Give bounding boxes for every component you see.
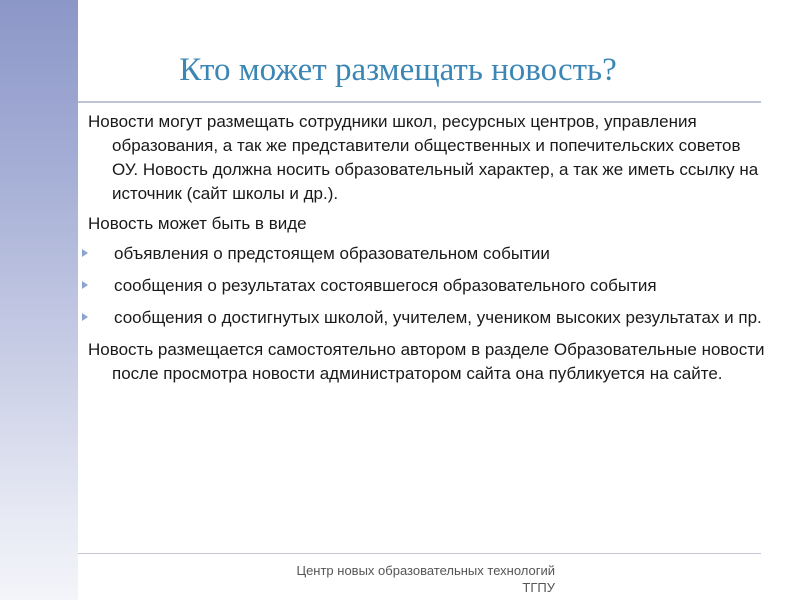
triangle-bullet-icon [82, 281, 88, 289]
footer-divider [78, 553, 761, 554]
slide-title: Кто может размещать новость? [179, 52, 617, 88]
list-item-text: сообщения о достигнутых школой, учителем, учеником высоких результатах и пр. [114, 308, 762, 327]
title-divider [78, 101, 761, 103]
left-gradient-band [0, 0, 78, 600]
triangle-bullet-icon [82, 313, 88, 321]
list-item-text: объявления о предстоящем образовательном событии [114, 244, 550, 263]
paragraph-news-forms: Новость может быть в виде [88, 214, 307, 233]
paragraph-publication-process: Новость размещается самостоятельно автором в разделе Образовательные новости после просмотра новости администратором сайта она публикуется на сайте. [88, 340, 765, 383]
paragraph-who-can-post: Новости могут размещать сотрудники школ, ресурсных центров, управления образования, а так же представители общественных и попечительских советов ОУ. Новость должна носить образовательный характер, а так же иметь ссылку на источник (сайт школы и др.). [88, 112, 759, 203]
list-item [88, 242, 768, 266]
footer [200, 562, 555, 596]
slide-content [88, 110, 768, 392]
footer-organization: Центр новых образовательных технологий [296, 563, 555, 578]
list-item-text: сообщения о результатах состоявшегося образовательного события [114, 276, 657, 295]
list-item [88, 274, 768, 298]
footer-university: ТГПУ [522, 580, 555, 595]
bullet-list [88, 242, 768, 330]
triangle-bullet-icon [82, 249, 88, 257]
list-item [88, 306, 768, 330]
